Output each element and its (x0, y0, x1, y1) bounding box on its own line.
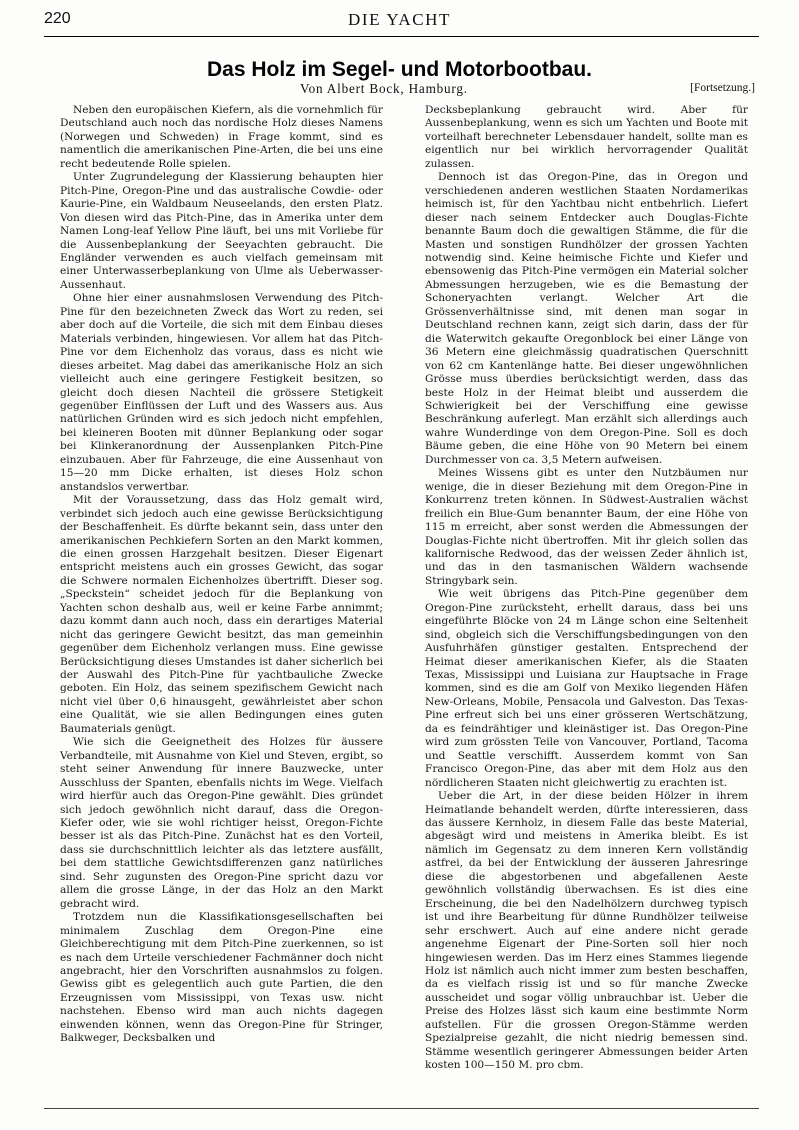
right-column (425, 104, 748, 1073)
paragraph: Ohne hier einer ausnahmslosen Verwendung des Pitch-Pine für den bezeichneten Zweck das Wort zu reden, sei aber doch auf die Vorteile, die sich mit dem Einbau dieses Materials verbinden, hingewiesen. Vor allem hat das Pitch-Pine vor dem Eichenholz das voraus, dass es nicht wie dieses arbeitet. Mag dabei das amerikanische Holz an sich vielleicht auch eine geringere Festigkeit besitzen, so gleicht doch diesen Nachteil die grössere Stetigkeit gegenüber Einflüssen der Luft und des Wassers aus. Aus natürlichen Gründen wird es sich jedoch nicht empfehlen, bei kleineren Booten mit dünner Beplankung oder sogar bei Klinkeranordnung der Aussenplanken Pitch-Pine einzubauen. Aber für Fahrzeuge, die eine Aussenhaut von 15—20 mm Dicke erhalten, ist dieses Holz schon anstandslos verwertbar. (60, 292, 383, 493)
journal-title: DIE YACHT (347, 10, 451, 29)
paragraph: Wie weit übrigens das Pitch-Pine gegenüber dem Oregon-Pine zurücksteht, erhellt daraus, dass bei uns eingeführte Blöcke von 24 m Länge schon eine Seltenheit sind, obgleich sich die Verschiffungsbedingungen von den Ausfuhrhäfen günstiger gestalten. Entsprechend der Heimat dieser amerikanischen Kiefer, als die Staaten Texas, Mississippi und Luisiana zur Hauptsache in Frage kommen, sind es die am Golf von Mexiko liegenden Häfen New-Orleans, Mobile, Pensacola und Galveston. Das Texas-Pine erfreut sich bei uns einer grösseren Wertschätzung, da es feindrähtiger und kleinästiger ist. Das Oregon-Pine wird zum grössten Teile von Vancouver, Portland, Tacoma und Seattle verschifft. Ausserdem kommt von San Francisco Oregon-Pine, das aber mit dem Holz aus den nördlicheren Staaten nicht gleichwertig zu erachten ist. (425, 588, 748, 789)
paragraph: Unter Zugrundelegung der Klassierung behaupten hier Pitch-Pine, Oregon-Pine und das australische Cowdie- oder Kaurie-Pine, ein Waldbaum Neuseelands, den ersten Platz. Von diesen wird das Pitch-Pine, das in Amerika unter dem Namen Long-leaf Yellow Pine läuft, bei uns mit Vorliebe für die Aussenbeplankung der Seeyachten gebraucht. Die Engländer verwenden es auch vielfach gemeinsam mit einer Unterwasserbeplankung von Ulme als Ueberwasser-Aussenhaut. (60, 171, 383, 291)
paragraph: Wie sich die Geeignetheit des Holzes für äussere Verbandteile, mit Ausnahme von Kiel und Steven, ergibt, so steht seiner Anwendung für innere Bauzwecke, unter Ausschluss der Spanten, ebenfalls nichts im Wege. Vielfach wird hierfür auch das Oregon-Pine gewählt. Dies gründet sich jedoch gewöhnlich nicht darauf, dass die Oregon-Kiefer oder, wie sie wohl richtiger heisst, Oregon-Fichte besser ist als das Pitch-Pine. Zunächst hat es den Vorteil, dass sie durchschnittlich leichter als das letztere ausfällt, bei dem stattliche Gewichtsdifferenzen ganz natürliches sind. Sehr zugunsten des Oregon-Pine spricht dazu vor allem die grosse Länge, in der das Holz an den Markt gebracht wird. (60, 736, 383, 910)
continuation-note: [Fortsetzung.] (690, 82, 755, 94)
page-number: 220 (44, 10, 71, 27)
article-title: Das Holz im Segel- und Motorbootbau. (207, 58, 592, 81)
paragraph-continued: Decksbeplankung gebraucht wird. Aber für Aussenbeplankung, wenn es sich um Yachten und Boote mit vorteilhaft berechneter Lebensdauer handelt, sollte man es eigentlich nur bei wirklich hervorragender Qualität zulassen. (425, 104, 748, 170)
paragraph: Trotzdem nun die Klassifikationsgesellschaften bei minimalem Zuschlag dem Oregon-Pine eine Gleichberechtigung mit dem Pitch-Pine zuerkennen, so ist es nach dem Urteile verschiedener Fachmänner doch nicht angebracht, hier den Vorschriften ausnahmslos zu folgen. Gewiss gibt es gelegentlich auch gute Partien, die den Erzeugnissen vom Mississippi, von Texas usw. nicht nachstehen. Ebenso wird man auch nichts dagegen einwenden können, wenn das Oregon-Pine für Stringer, Balkweger, Decksbalken und (60, 911, 383, 1045)
header-rule (44, 36, 759, 37)
paragraph: Ueber die Art, in der diese beiden Hölzer in ihrem Heimatlande behandelt werden, dürfte interessieren, dass das äussere Kernholz, in diesem Falle das beste Material, abgesägt wird und meistens in Amerika bleibt. Es ist nämlich im Gegensatz zu dem inneren Kern vollständig astfrei, da bei der Entwicklung der äusseren Jahresringe diese die abgestorbenen und abgefallenen Aeste gewöhnlich vollständig überwachsen. Es ist dies eine Erscheinung, die bei den Nadelhölzern durchweg typisch ist und ihre Bearbeitung für dünne Rundhölzer teilweise sehr erschwert. Auch auf eine andere nicht gerade angenehme Eigenart der Pine-Sorten soll hier noch hingewiesen werden. Das im Herz eines Stammes liegende Holz ist nämlich auch nicht immer zum besten beschaffen, da es vielfach rissig ist und so für manche Zwecke ausscheidet und sogar völlig unbrauchbar ist. Ueber die Preise des Holzes lässt sich kaum eine bestimmte Norm aufstellen. Für die grossen Oregon-Stämme werden Spezialpreise gezahlt, die nicht niedrig bemessen sind. Stämme wesentlich geringerer Abmessungen beider Arten kosten 100—150 M. pro cbm. (425, 790, 748, 1072)
paragraph: Dennoch ist das Oregon-Pine, das in Oregon und verschiedenen anderen westlichen Staaten Nordamerikas heimisch ist, für den Yachtbau nicht entbehrlich. Liefert dieser nach seinem Entdecker auch Douglas-Fichte benannte Baum doch die gewaltigen Stämme, die für die Masten und sonstigen Rundhölzer der grossen Yachten notwendig sind. Keine heimische Fichte und Kiefer und ebensowenig das Pitch-Pine vermögen ein Material solcher Abmessungen herzugeben, wie es die Bemastung der Schoneryachten verlangt. Welcher Art die Grössenverhältnisse sind, mit denen man sogar in Deutschland rechnen kann, zeigt sich darin, dass der für die Waterwitch gekaufte Oregonblock bei einer Länge von 36 Metern eine gleichmässig quadratischen Querschnitt von 62 cm Kantenlänge hatte. Bei dieser ungewöhnlichen Grösse muss überdies berücksichtigt werden, dass das beste Holz in der Heimat bleibt und ausserdem die Schwierigkeit bei der Verschiffung eine gewisse Beschränkung auferlegt. Man erzählt sich allerdings auch wahre Wunderdinge von dem Oregon-Pine. Soll es doch Bäume geben, die eine Höhe von 90 Metern bei einem Durchmesser von ca. 3,5 Metern aufweisen. (425, 171, 748, 466)
footer-rule (44, 1108, 759, 1109)
paragraph: Mit der Voraussetzung, dass das Holz gemalt wird, verbindet sich jedoch auch eine gewisse Berücksichtigung der Beschaffenheit. Es dürfte bekannt sein, dass unter den amerikanischen Pechkiefern Sorten an den Markt kommen, die einen grossen Harzgehalt besitzen. Dieser Eigenart entspricht meistens auch ein grosses Gewicht, das sogar die Schwere normalen Eichenholzes übertrifft. Dieser sog. „Speckstein“ scheidet jedoch für die Beplankung von Yachten schon deshalb aus, weil er keine Farbe annimmt; dazu kommt dann auch noch, dass ein derartiges Material nicht das geringere Gewicht besitzt, das man gemeinhin gegenüber dem Eichenholz verlangen muss. Eine gewisse Berücksichtigung dieses Umstandes ist daher sicherlich bei der Auswahl des Pitch-Pine für yachtbauliche Zwecke geboten. Ein Holz, das seinem spezifischem Gewicht nach nicht viel über 0,6 hinausgeht, gewährleistet aber schon eine Qualität, wie sie allen Bedingungen eines guten Baumaterials genügt. (60, 494, 383, 735)
paragraph: Meines Wissens gibt es unter den Nutzbäumen nur wenige, die in dieser Beziehung mit dem Oregon-Pine in Konkurrenz treten können. In Südwest-Australien wächst freilich ein Blue-Gum benannter Baum, der eine Höhe von 115 m erreicht, aber sonst werden die Abmessungen der Douglas-Fichte nicht übertroffen. Mit ihr gleich sollen das kalifornische Redwood, das der weissen Zeder ähnlich ist, und das in den tasmanischen Wäldern wachsende Stringybark sein. (425, 467, 748, 587)
paragraph: Neben den europäischen Kiefern, als die vornehmlich für Deutschland auch noch das nordische Holz dieses Namens (Norwegen und Schweden) in Frage kommt, sind es namentlich die amerikanischen Pine-Arten, die bei uns eine recht bedeutende Rolle spielen. (60, 104, 383, 170)
article-byline: Von Albert Bock, Hamburg. (300, 81, 468, 96)
left-column (60, 104, 383, 1046)
